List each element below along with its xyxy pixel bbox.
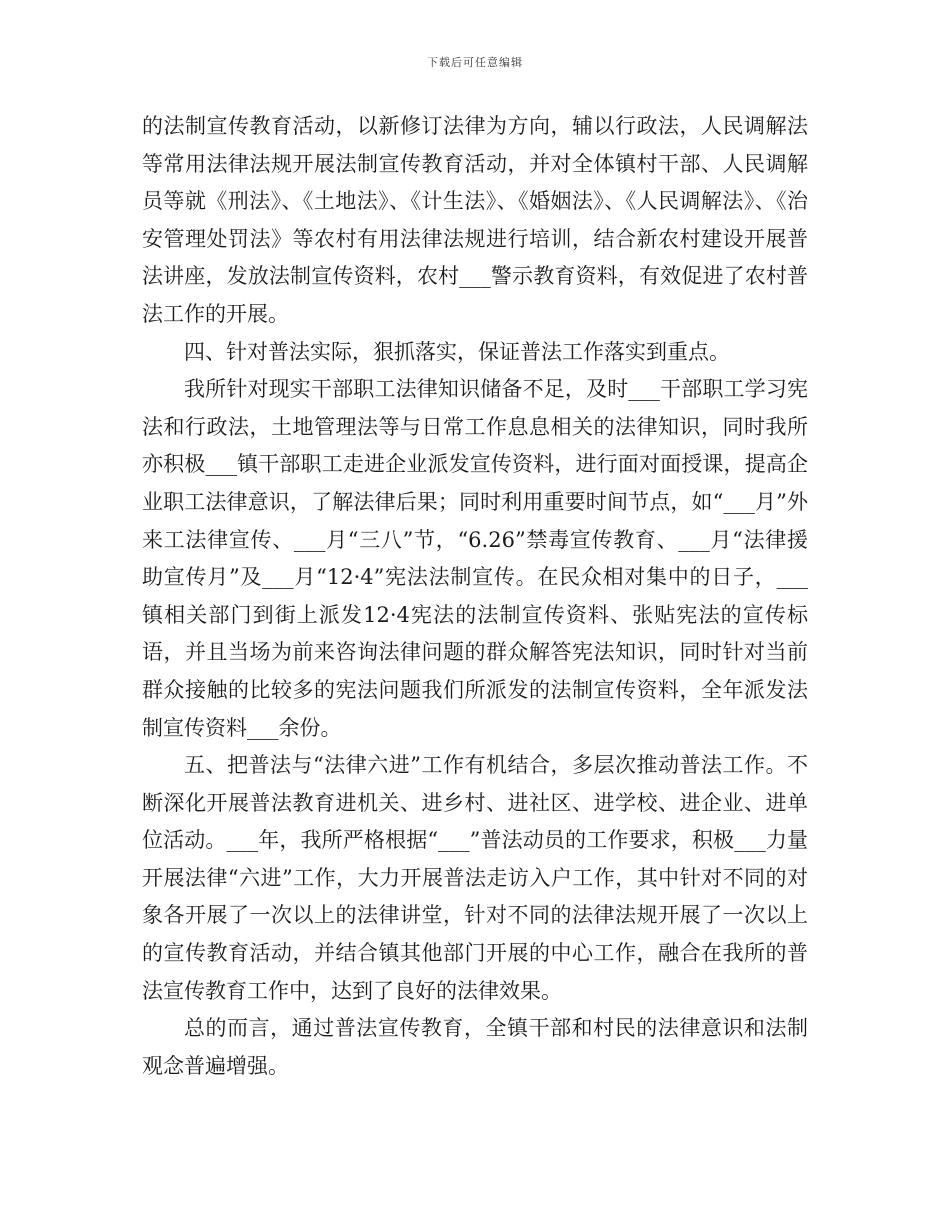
paragraph-4-heading-five: 五、把普法与“法律六进”工作有机结合，多层次推动普法工作。不断深化开展普法教育进机关、进乡村、进社区、进学校、进企业、进单位活动。___年，我所严格根据“___”普法动员的工作要求，积极___力量开展法律“六进”工作，大力开展普法走访入户工作，其中针对不同的对象各开展了一次以上的法律讲堂，针对不同的法律法规开展了一次以上的宣传教育活动，并结合镇其他部门开展的中心工作，融合在我所的普法宣传教育工作中，达到了良好的法律效果。 xyxy=(142,753,808,1003)
header-note: 下载后可任意编辑 xyxy=(427,56,523,69)
paragraph-2-heading-four: 四、针对普法实际，狠抓落实，保证普法工作落实到重点。 xyxy=(184,339,730,364)
paragraph-3: 我所针对现实干部职工法律知识储备不足，及时___干部职工学习宪法和行政法，土地管理法等与日常工作息息相关的法律知识，同时我所亦积极___镇干部职工走进企业派发宣传资料，进行面对面授课，提高企业职工法律意识，了解法律后果；同时利用重要时间节点，如“___月”外来工法律宣传、___月“三八”节，“6.26”禁毒宣传教育、___月“法律援助宣传月”及___月“12·4”宪法法制宣传。在民众相对集中的日子，___镇相关部门到街上派发12·4宪法的法制宣传资料、张贴宪法的宣传标语，并且当场为前来咨询法律问题的群众解答宪法知识，同时针对当前群众接触的比较多的宪法问题我们所派发的法制宣传资料，全年派发法制宣传资料___余份。 xyxy=(142,377,808,740)
paragraph-5-summary: 总的而言，通过普法宣传教育，全镇干部和村民的法律意识和法制观念普遍增强。 xyxy=(142,1016,808,1078)
document-body xyxy=(142,108,808,1085)
paragraph-1: 的法制宣传教育活动，以新修订法律为方向，辅以行政法，人民调解法等常用法律法规开展法制宣传教育活动，并对全体镇村干部、人民调解员等就《刑法》、《土地法》、《计生法》、《婚姻法》、《人民调解法》、《治安管理处罚法》等农村有用法律法规进行培训，结合新农村建设开展普法讲座，发放法制宣传资料，农村___警示教育资料，有效促进了农村普法工作的开展。 xyxy=(142,114,808,326)
